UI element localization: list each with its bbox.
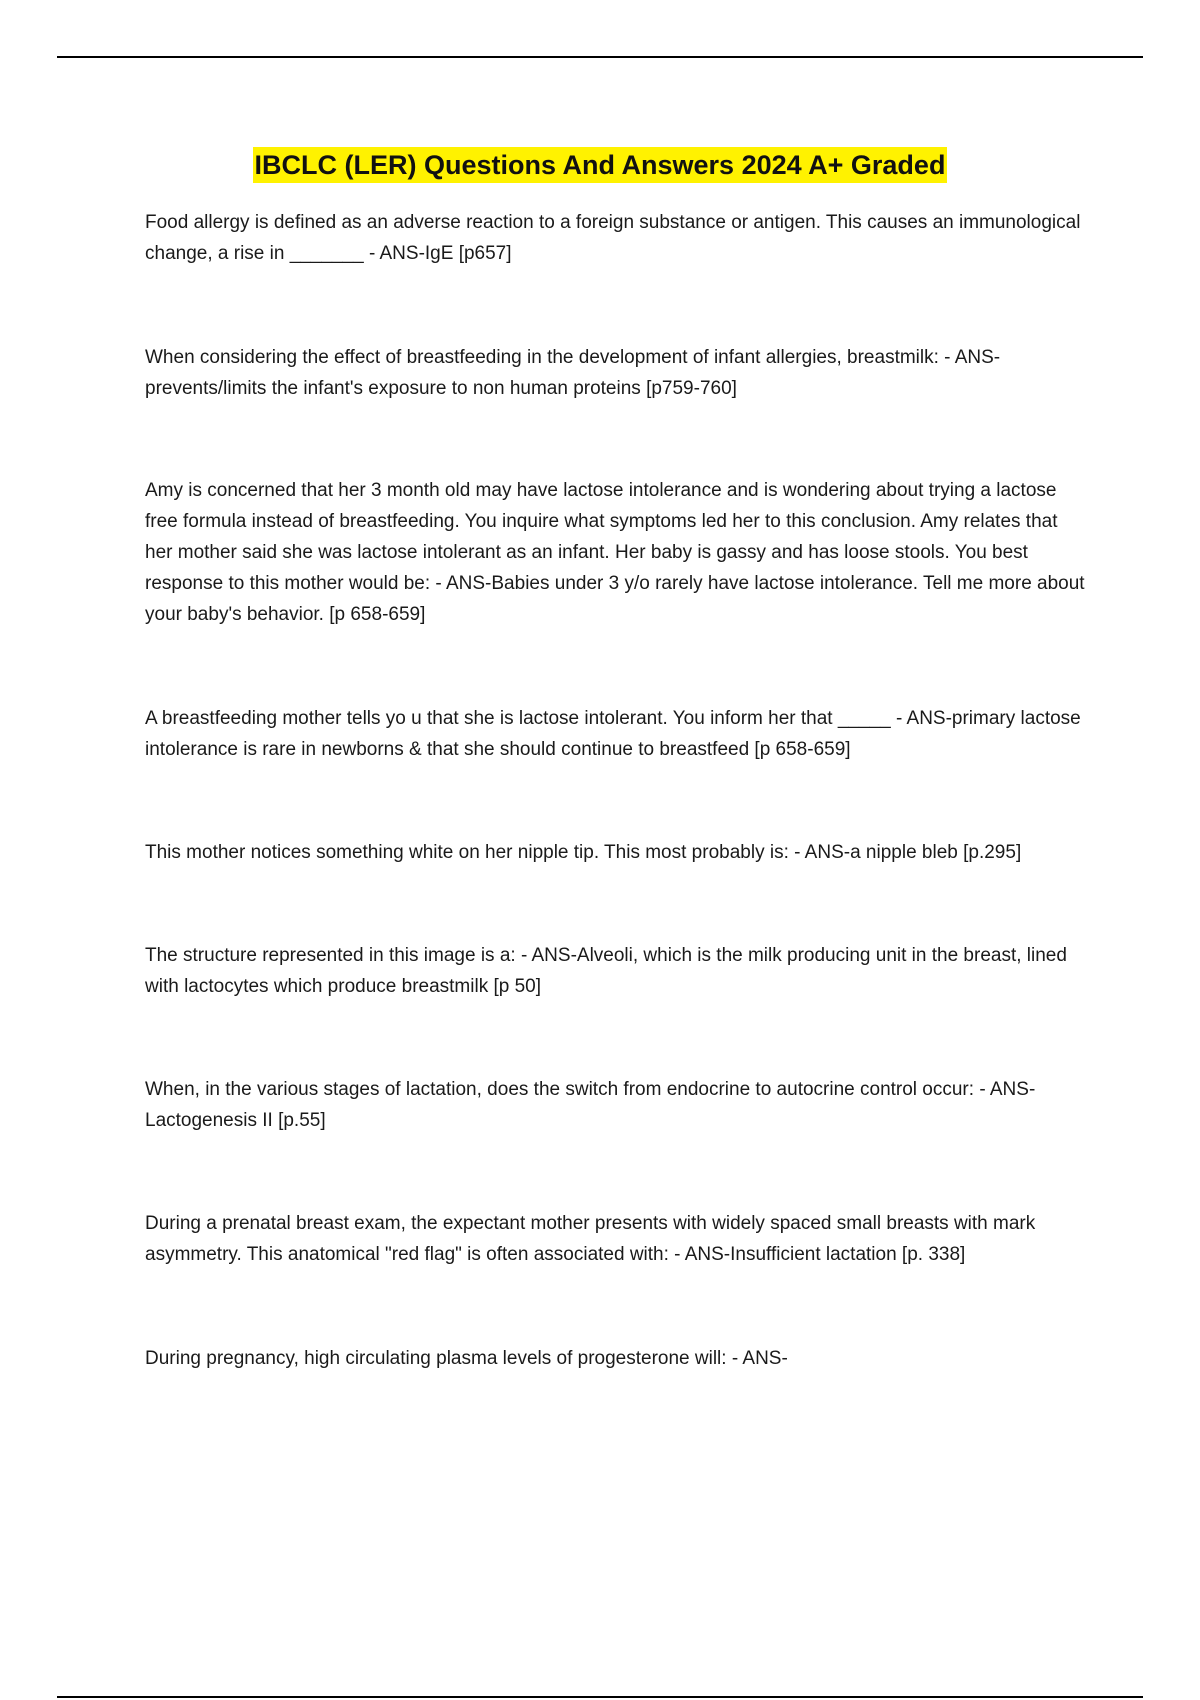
- bottom-rule: [57, 1696, 1143, 1698]
- top-rule: [57, 56, 1143, 58]
- title-block: [0, 147, 1200, 183]
- qa-item-1: Food allergy is defined as an adverse reaction to a foreign substance or antigen. This causes an immunological change, a rise in _______ - ANS-IgE [p657]: [145, 212, 1081, 264]
- qa-item-6: The structure represented in this image is a: - ANS-Alveoli, which is the milk producing unit in the breast, lined with lactocytes which produce breastmilk [p 50]: [145, 945, 1067, 997]
- qa-item-8: During a prenatal breast exam, the expectant mother presents with widely spaced small breasts with mark asymmetry. This anatomical "red flag" is often associated with: - ANS-Insufficient lactation [p. 338]: [145, 1213, 1036, 1265]
- qa-item-4: A breastfeeding mother tells yo u that she is lactose intolerant. You inform her that _____ - ANS-primary lactose intolerance is rare in newborns & that she should continue to breastfeed [p 658-659]: [145, 708, 1081, 760]
- qa-item-9: During pregnancy, high circulating plasma levels of progesterone will: - ANS-: [145, 1348, 788, 1369]
- qa-item-7: When, in the various stages of lactation, does the switch from endocrine to autocrine control occur: - ANS-Lactogenesis II [p.55]: [145, 1079, 1036, 1131]
- qa-item-2: When considering the effect of breastfeeding in the development of infant allergies, breastmilk: - ANS-prevents/limits the infant's exposure to non human proteins [p759-760]: [145, 347, 1001, 399]
- qa-item-5: This mother notices something white on her nipple tip. This most probably is: - ANS-a nipple bleb [p.295]: [145, 842, 1022, 863]
- qa-item-3: Amy is concerned that her 3 month old may have lactose intolerance and is wondering about trying a lactose free formula instead of breastfeeding. You inquire what symptoms led her to this conclusion. Amy relates that her mother said she was lactose intolerant as an infant. Her baby is gassy and has loose stools. You best response to this mother would be: - ANS-Babies under 3 y/o rarely have lactose intolerance. Tell me more about your baby's behavior. [p 658-659]: [145, 480, 1085, 625]
- page-title: IBCLC (LER) Questions And Answers 2024 A+ Graded: [253, 147, 948, 183]
